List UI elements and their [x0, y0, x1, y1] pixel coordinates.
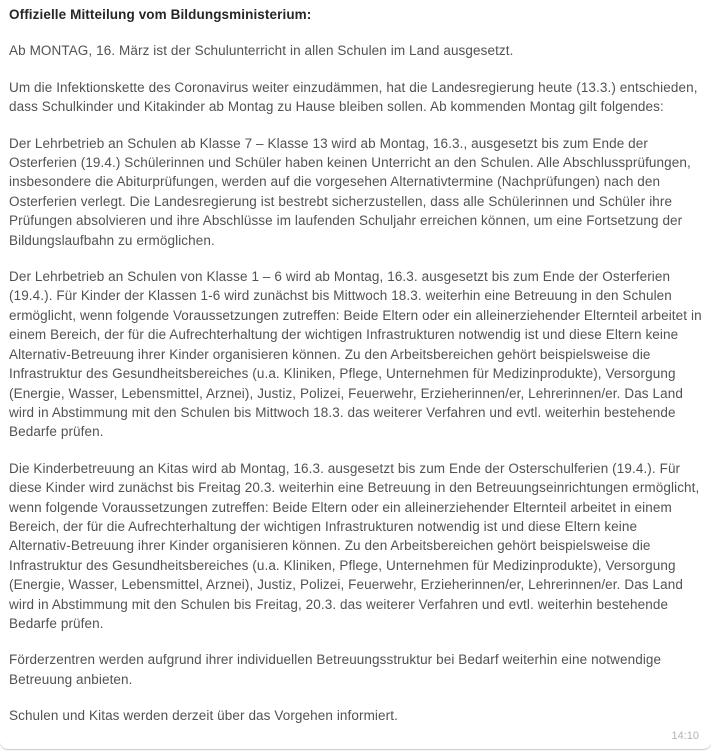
message-timestamp: 14:10	[671, 730, 699, 742]
message-paragraph: Förderzentren werden aufgrund ihrer individuellen Betreuungsstruktur bei Bedarf weiterhin eine notwendige Betreuung anbieten.	[9, 652, 662, 687]
message-paragraph: Der Lehrbetrieb an Schulen von Klasse 1 – 6 wird ab Montag, 16.3. ausgesetzt bis zum Ende der Osterferien (19.4.). Für Kinder der Klassen 1-6 wird zunächst bis Mittwoch 18.3. weiterhin eine Betreuung in den Schulen ermöglicht, wenn folgende Voraussetzungen zutreffen: Beide Eltern oder ein alleinerziehender Elternteil arbeitet in einem Bereich, der für die Aufrechterhaltung der wichtigen Infrastrukturen notwendig ist und diese Eltern keine Alternativ-Betreuung ihrer Kinder organisieren können. Zu den Arbeitsbereichen gehört beispielsweise die Infrastruktur des Gesundheitsbereiches (u.a. Kliniken, Pflege, Unternehmen für Medizinprodukte), Versorgung (Energie, Wasser, Lebensmittel, Arznei), Justiz, Polizei, Feuerwehr, Erzieherinnen/er, Lehrerinnen/er. Das Land wird in Abstimmung mit den Schulen bis Mittwoch 18.3. das weiterer Verfahren und evtl. weiterhin bestehende Bedarfe prüfen.	[9, 269, 702, 440]
message-paragraph: Die Kinderbetreuung an Kitas wird ab Montag, 16.3. ausgesetzt bis zum Ende der Osterschulferien (19.4.). Für diese Kinder wird zunächst bis Freitag 20.3. weiterhin eine Betreuung in den Betreuungseinrichtungen ermöglicht, wenn folgende Voraussetzungen zutreffen: Beide Eltern oder ein alleinerziehender Elternteil arbeitet in einem Bereich, der für die Aufrechterhaltung der wichtigen Infrastrukturen notwendig ist und diese Eltern keine Alternativ-Betreuung ihrer Kinder organisieren können. Zu den Arbeitsbereichen gehört beispielsweise die Infrastruktur des Gesundheitsbereiches (u.a. Kliniken, Pflege, Unternehmen für Medizinprodukte), Versorgung (Energie, Wasser, Lebensmittel, Arznei), Justiz, Polizei, Feuerwehr, Erzieherinnen/er, Lehrerinnen/er. Das Land wird in Abstimmung mit den Schulen bis Freitag, 20.3. das weiterer Verfahren und evtl. weiterhin bestehende Bedarfe prüfen.	[9, 460, 700, 631]
message-paragraph: Ab MONTAG, 16. März ist der Schulunterricht in allen Schulen im Land ausgesetzt.	[9, 43, 514, 59]
message-title: Offizielle Mitteilung vom Bildungsministerium:	[9, 7, 312, 22]
message-paragraph: Schulen und Kitas werden derzeit über das Vorgehen informiert.	[9, 708, 398, 724]
message-paragraph: Der Lehrbetrieb an Schulen ab Klasse 7 – Klasse 13 wird ab Montag, 16.3., ausgesetzt bis zum Ende der Osterferien (19.4.) Schülerinnen und Schüler haben keinen Unterricht an den Schulen. Alle Abschlussprüfungen, insbesondere die Abiturprüfungen, werden auf die vorgesehen Alternativtermine (Nachprüfungen) nach den Osterferien verlegt. Die Landesregierung ist bestrebt sicherzustellen, dass alle Schülerinnen und Schüler ihre Prüfungen absolvieren und ihre Abschlüsse im laufenden Schuljahr erreichen können, um eine Fortsetzung der Bildungslaufbahn zu ermöglichen.	[9, 135, 691, 248]
message-paragraph: Um die Infektionskette des Coronavirus weiter einzudämmen, hat die Landesregierung heute (13.3.) entschieden, dass Schulkinder und Kitakinder ab Montag zu Hause bleiben sollen. Ab kommenden Montag gilt folgendes:	[9, 79, 698, 115]
message-text	[9, 5, 702, 726]
